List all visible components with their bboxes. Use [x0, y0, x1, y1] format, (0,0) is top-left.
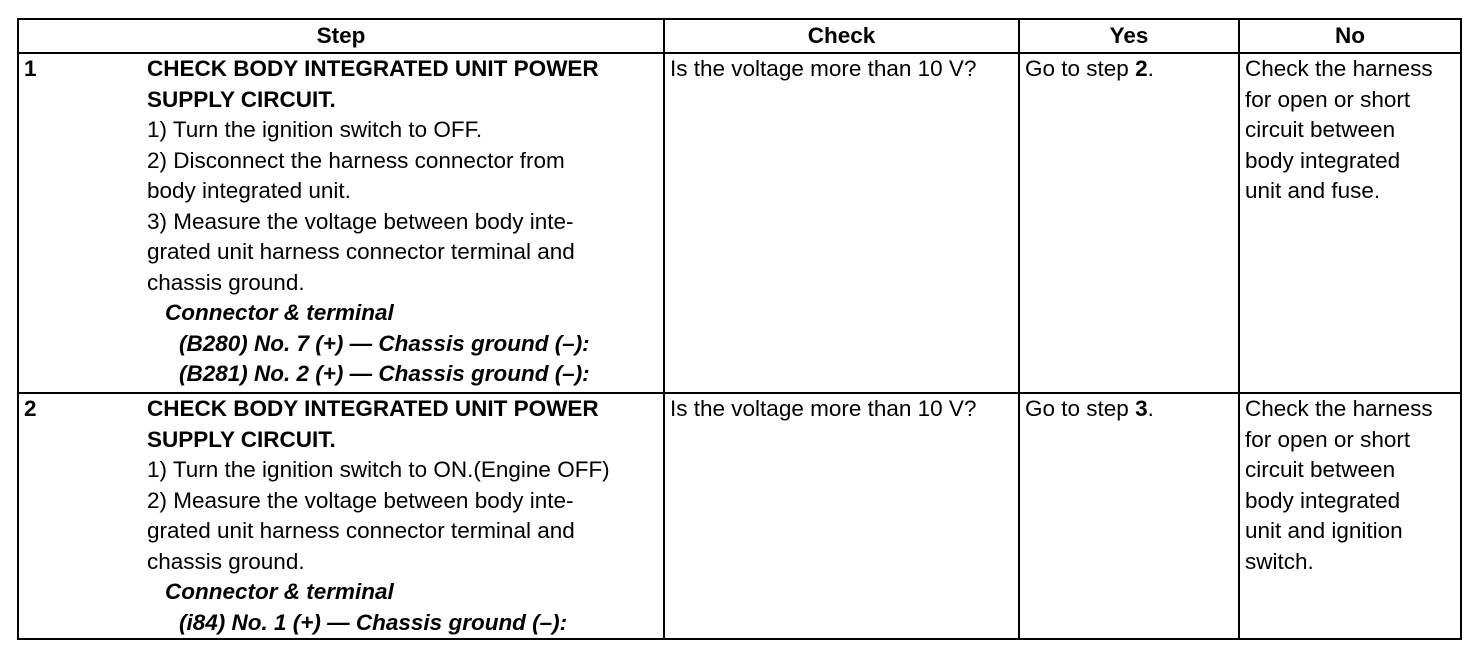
step-instruction-line: chassis ground. [147, 269, 305, 295]
connector-terminal-line: (B280) No. 7 (+) — Chassis ground (–): [179, 330, 590, 356]
step-procedure [142, 53, 664, 393]
header-check: Check [664, 19, 1019, 53]
table-row [18, 53, 1461, 393]
step-title-line: SUPPLY CIRCUIT. [147, 426, 336, 452]
step-instruction-line: 1) Turn the ignition switch to OFF. [147, 117, 483, 142]
step-instruction-line: 1) Turn the ignition switch to ON.(Engine OFF) [147, 457, 610, 482]
step-yes [1019, 393, 1239, 639]
header-yes: Yes [1019, 19, 1239, 53]
diagnostic-steps-table [17, 18, 1462, 640]
table-header-row [18, 19, 1461, 53]
yes-suffix: . [1147, 396, 1154, 421]
yes-text: Go to step [1025, 56, 1136, 81]
step-instruction-line: 3) Measure the voltage between body inte- [147, 208, 574, 234]
no-action-line: circuit between [1245, 457, 1396, 482]
step-check: Is the voltage more than 10 V? [664, 53, 1019, 393]
no-action-line: for open or short [1245, 426, 1411, 452]
header-step: Step [18, 19, 664, 53]
step-number: 1 [18, 53, 142, 393]
step-no [1239, 393, 1461, 639]
no-action-line: Check the harness [1245, 396, 1433, 421]
step-title-line: SUPPLY CIRCUIT. [147, 86, 336, 112]
step-instruction-line: 2) Measure the voltage between body inte- [147, 487, 574, 513]
connector-terminal-line: (i84) No. 1 (+) — Chassis ground (–): [179, 609, 568, 635]
connector-heading: Connector & terminal [165, 579, 394, 604]
no-action-line: circuit between [1245, 117, 1396, 142]
step-title-line: CHECK BODY INTEGRATED UNIT POWER [147, 396, 599, 421]
step-instruction-line: body integrated unit. [147, 178, 351, 203]
step-check: Is the voltage more than 10 V? [664, 393, 1019, 639]
no-action-line: unit and ignition [1245, 518, 1403, 543]
no-action-line: for open or short [1245, 86, 1411, 112]
yes-step-number: 2 [1135, 56, 1148, 81]
step-no [1239, 53, 1461, 393]
yes-text: Go to step [1025, 396, 1136, 421]
no-action-line: Check the harness [1245, 56, 1433, 81]
connector-heading: Connector & terminal [165, 300, 394, 325]
no-action-line: switch. [1245, 548, 1314, 574]
no-action-line: unit and fuse. [1245, 178, 1381, 203]
step-instruction-line: grated unit harness connector terminal and [147, 239, 575, 264]
connector-terminal-line: (B281) No. 2 (+) — Chassis ground (–): [179, 361, 590, 386]
no-action-line: body integrated [1245, 487, 1401, 513]
no-action-line: body integrated [1245, 147, 1401, 173]
step-yes [1019, 53, 1239, 393]
step-instruction-line: chassis ground. [147, 548, 305, 574]
step-number: 2 [18, 393, 142, 639]
step-procedure [142, 393, 664, 639]
step-instruction-line: grated unit harness connector terminal and [147, 518, 575, 543]
header-no: No [1239, 19, 1461, 53]
table-row [18, 393, 1461, 639]
step-instruction-line: 2) Disconnect the harness connector from [147, 147, 565, 173]
step-title-line: CHECK BODY INTEGRATED UNIT POWER [147, 56, 599, 81]
yes-suffix: . [1147, 56, 1154, 81]
yes-step-number: 3 [1135, 396, 1148, 421]
